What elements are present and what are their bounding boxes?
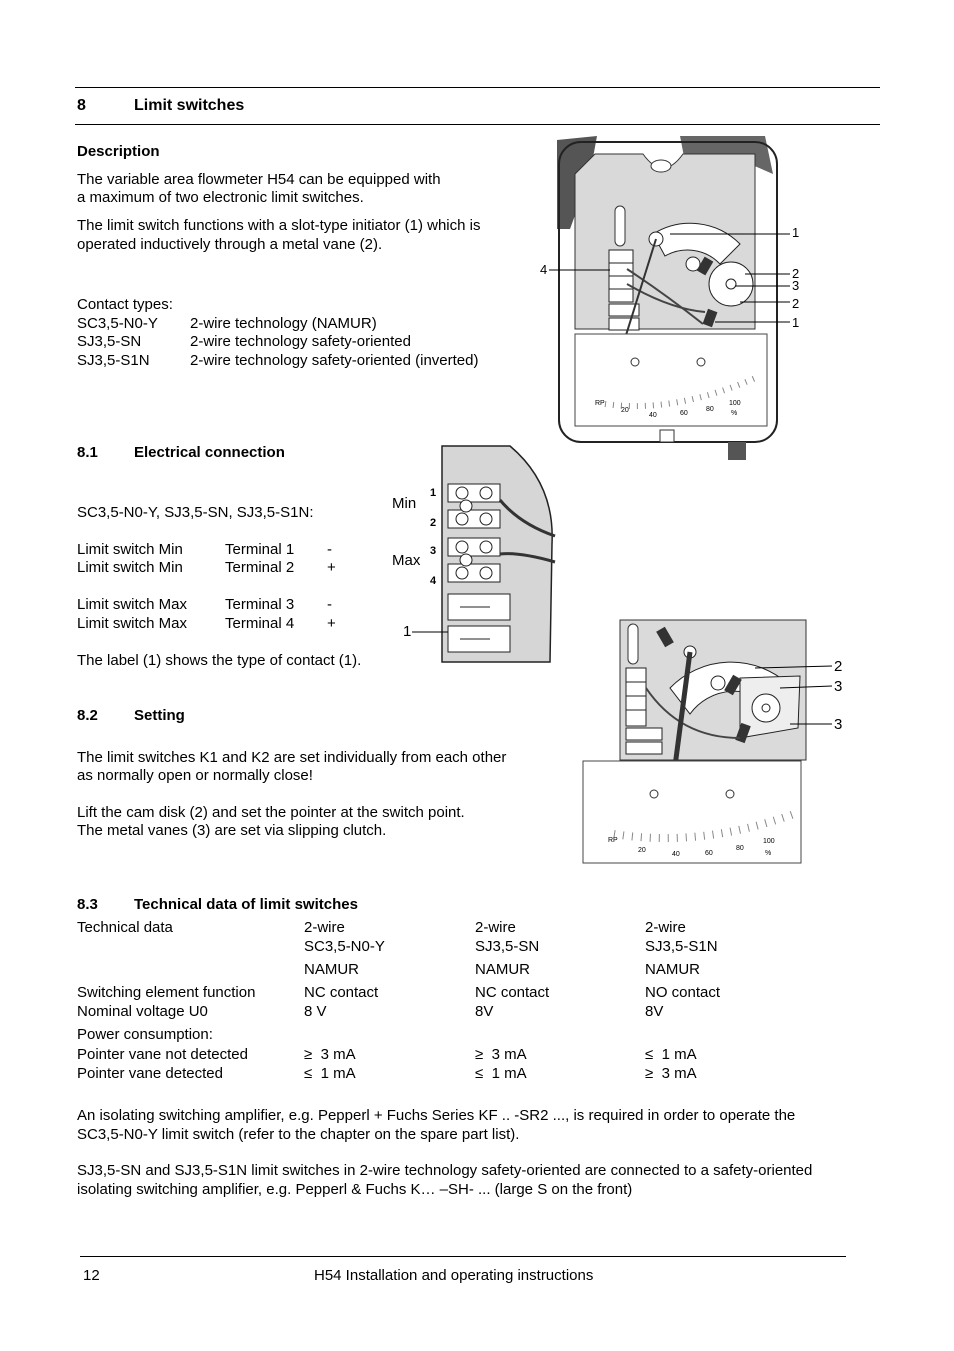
section-rule <box>75 124 880 125</box>
techdata-cell: 8V <box>475 1003 494 1020</box>
callout-label: 3 <box>834 678 843 695</box>
power-consumption-label: Power consumption: <box>77 1026 213 1043</box>
footer-rule <box>80 1256 846 1257</box>
top-rule <box>75 87 880 88</box>
techdata-column-line2: SJ3,5-SN <box>475 938 540 955</box>
subsection-title: Setting <box>134 707 185 724</box>
callout-label: 4 <box>540 262 548 277</box>
scale-plate <box>575 334 767 426</box>
terminal-row-terminal: Terminal 3 <box>225 596 295 613</box>
safety-note-line1: SJ3,5-SN and SJ3,5-S1N limit switches in 2-wire technology safety-oriented are connected to a safety-oriented <box>77 1162 813 1179</box>
contact-type-code: SJ3,5-SN <box>77 333 142 350</box>
description-para2-line2: operated inductively through a metal vane (2). <box>77 236 383 253</box>
scale-tick: 60 <box>680 410 688 417</box>
terminal-row-sign: + <box>327 615 336 632</box>
cable-connector <box>728 442 746 460</box>
scale-tick: 100 <box>729 400 741 407</box>
terminal-figure <box>390 444 560 666</box>
switch-types: SC3,5-N0-Y, SJ3,5-SN, SJ3,5-S1N: <box>77 504 314 521</box>
techdata-column-line1: 2-wire <box>475 919 516 936</box>
flowmeter-figure <box>535 134 820 470</box>
label-plate <box>609 318 639 330</box>
safety-note-line2: isolating switching amplifier, e.g. Pepperl & Fuchs K… –SH- ... (large S on the front) <box>77 1181 633 1198</box>
terminal-row-terminal: Terminal 4 <box>225 615 295 632</box>
description-para1-line1: The variable area flowmeter H54 can be equipped with <box>77 171 441 188</box>
label-note: The label (1) shows the type of contact (1). <box>77 652 362 669</box>
contact-type-desc: 2-wire technology (NAMUR) <box>190 315 377 332</box>
scale-tick: 20 <box>621 407 629 414</box>
contact-type-desc: 2-wire technology safety-oriented <box>190 333 411 350</box>
techdata-cell: ≤ 1 mA <box>304 1065 356 1082</box>
min-label: Min <box>392 495 417 512</box>
techdata-column-line2: SC3,5-N0-Y <box>304 938 385 955</box>
contact-type-code: SJ3,5-S1N <box>77 352 150 369</box>
description-para1-line2: a maximum of two electronic limit switches. <box>77 189 364 206</box>
scale-unit: % <box>731 410 738 417</box>
description-heading: Description <box>77 143 160 160</box>
techdata-column-line3: NAMUR <box>475 961 530 978</box>
slot <box>651 160 671 172</box>
techdata-cell: ≥ 3 mA <box>304 1046 356 1063</box>
section-title: Limit switches <box>134 97 245 114</box>
techdata-cell: ≤ 1 mA <box>645 1046 697 1063</box>
terminal-row-sign: - <box>327 596 332 613</box>
footer-title: H54 Installation and operating instructions <box>314 1267 594 1284</box>
terminal-row-terminal: Terminal 1 <box>225 541 295 558</box>
contact-type-desc: 2-wire technology safety-oriented (inverted) <box>190 352 479 369</box>
terminal-row-name: Limit switch Min <box>77 541 183 558</box>
techdata-column-line3: NAMUR <box>304 961 359 978</box>
techdata-cell: 8V <box>645 1003 664 1020</box>
terminal-row-sign: - <box>327 541 332 558</box>
scale-tick: 100 <box>763 838 775 845</box>
techdata-column-line1: 2-wire <box>304 919 345 936</box>
terminal-block <box>626 668 646 726</box>
techdata-row-label: Pointer vane not detected <box>77 1046 248 1063</box>
techdata-cell: ≥ 3 mA <box>475 1046 527 1063</box>
scale-unit: % <box>765 850 772 857</box>
terminal-number: 3 <box>430 545 437 557</box>
setting-para1-line2: as normally open or normally close! <box>77 767 313 784</box>
terminal-row-name: Limit switch Max <box>77 615 188 632</box>
techdata-cell: NC contact <box>304 984 379 1001</box>
terminal-row-sign: + <box>327 559 336 576</box>
slot <box>615 206 625 246</box>
scale-tick: 80 <box>706 406 714 413</box>
techdata-column-line2: SJ3,5-S1N <box>645 938 718 955</box>
techdata-column-line1: 2-wire <box>645 919 686 936</box>
subsection-number: 8.2 <box>77 707 98 724</box>
amplifier-note-line2: SC3,5-N0-Y limit switch (refer to the chapter on the spare part list). <box>77 1126 520 1143</box>
terminal-row-terminal: Terminal 2 <box>225 559 295 576</box>
techdata-cell: ≥ 3 mA <box>645 1065 697 1082</box>
terminal-number: 4 <box>430 575 437 587</box>
description-para2-line1: The limit switch functions with a slot-type initiator (1) which is <box>77 217 481 234</box>
scale-tick: 40 <box>649 412 657 419</box>
scale-tick: 40 <box>672 851 680 858</box>
techdata-cell: NC contact <box>475 984 550 1001</box>
callout-label: 2 <box>792 296 800 311</box>
setting-para1-line1: The limit switches K1 and K2 are set individually from each other <box>77 749 507 766</box>
techdata-cell: 8 V <box>304 1003 327 1020</box>
techdata-row-label: Pointer vane detected <box>77 1065 223 1082</box>
terminal-row-name: Limit switch Max <box>77 596 188 613</box>
callout-label: 3 <box>834 716 843 733</box>
max-label: Max <box>392 552 421 569</box>
subsection-number: 8.3 <box>77 896 98 913</box>
terminal-number: 2 <box>430 517 437 529</box>
techdata-column-line3: NAMUR <box>645 961 700 978</box>
callout-label: 2 <box>834 658 843 675</box>
scale-tick: 80 <box>736 845 744 852</box>
scale-plate <box>583 761 801 863</box>
callout-label: 1 <box>792 225 800 240</box>
subsection-title: Electrical connection <box>134 444 285 461</box>
contact-types-label: Contact types: <box>77 296 173 313</box>
techdata-header-label: Technical data <box>77 919 173 936</box>
setting-figure <box>580 618 850 866</box>
setting-para2-line1: Lift the cam disk (2) and set the pointer at the switch point. <box>77 804 465 821</box>
techdata-row-label: Nominal voltage U0 <box>77 1003 208 1020</box>
contact-type-code: SC3,5-N0-Y <box>77 315 158 332</box>
subsection-number: 8.1 <box>77 444 98 461</box>
terminal-row-name: Limit switch Min <box>77 559 183 576</box>
section-number: 8 <box>77 97 86 114</box>
setting-para2-line2: The metal vanes (3) are set via slipping clutch. <box>77 822 387 839</box>
callout-label: 3 <box>792 278 800 293</box>
amplifier-note-line1: An isolating switching amplifier, e.g. Pepperl + Fuchs Series KF .. -SR2 ..., is required in order to operate the <box>77 1107 796 1124</box>
scale-tick: 60 <box>705 850 713 857</box>
page-number: 12 <box>83 1267 100 1284</box>
scale-rp: RP <box>595 400 605 407</box>
subsection-title: Technical data of limit switches <box>134 896 358 913</box>
scale-rp: RP <box>608 837 618 844</box>
callout-label: 1 <box>403 623 412 640</box>
scale-tick: 20 <box>638 847 646 854</box>
techdata-cell: NO contact <box>645 984 721 1001</box>
callout-label: 2 <box>792 266 800 281</box>
terminal-number: 1 <box>430 487 437 499</box>
techdata-row-label: Switching element function <box>77 984 256 1001</box>
callout-label: 1 <box>792 315 800 330</box>
techdata-cell: ≤ 1 mA <box>475 1065 527 1082</box>
